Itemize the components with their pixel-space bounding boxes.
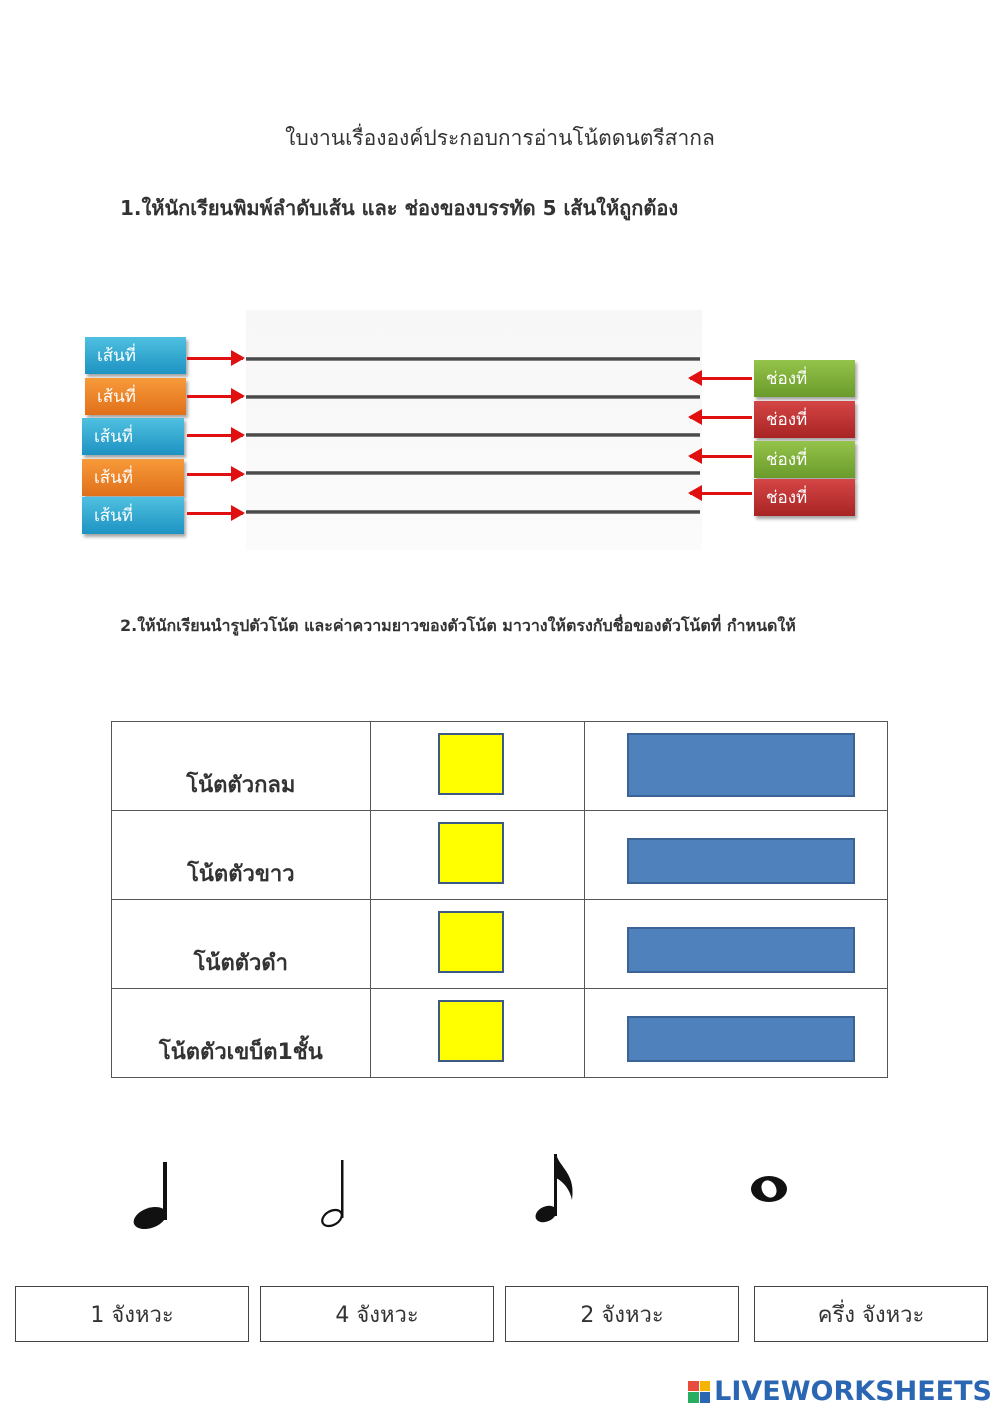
note-matching-table	[111, 721, 888, 1078]
arrow-right-icon	[187, 357, 243, 360]
line-label-5[interactable]: เส้นที่	[82, 497, 184, 534]
line-label-4[interactable]: เส้นที่	[82, 459, 184, 496]
note-symbol-slot[interactable]	[438, 911, 504, 973]
space-label-3[interactable]: ช่องที่	[754, 441, 855, 478]
space-label-2[interactable]: ช่องที่	[754, 401, 855, 438]
line-label-2[interactable]: เส้นที่	[85, 378, 186, 415]
eighth-note-icon[interactable]	[532, 1150, 578, 1228]
worksheet-title: ใบงานเรื่ององค์ประกอบการอ่านโน้ตดนตรีสากล	[285, 126, 715, 150]
arrow-right-icon	[187, 473, 243, 476]
table-row	[112, 811, 888, 900]
answer-choice-2[interactable]: 4 จังหวะ	[260, 1286, 494, 1342]
answer-choice-4[interactable]: ครึ่ง จังหวะ	[754, 1286, 988, 1342]
note-symbol-slot[interactable]	[438, 1000, 504, 1062]
whole-note-icon[interactable]	[748, 1172, 790, 1206]
note-value-slot[interactable]	[627, 1016, 855, 1062]
answer-choice-1[interactable]: 1 จังหวะ	[15, 1286, 249, 1342]
arrow-left-icon	[690, 416, 752, 419]
space-label-4[interactable]: ช่องที่	[754, 479, 855, 516]
brand-text: LIVEWORKSHEETS	[714, 1376, 992, 1407]
staff-line-2	[246, 395, 700, 399]
note-name: โน้ตตัวกลม	[186, 773, 296, 798]
space-label-1[interactable]: ช่องที่	[754, 360, 855, 397]
note-symbol-slot[interactable]	[438, 822, 504, 884]
staff-line-5	[246, 510, 700, 514]
table-row	[112, 722, 888, 811]
arrow-left-icon	[690, 455, 752, 458]
quarter-note-icon[interactable]	[125, 1158, 175, 1230]
line-label-1[interactable]: เส้นที่	[85, 337, 186, 374]
note-name: โน้ตตัวขาว	[187, 862, 295, 887]
question-2: 2.ให้นักเรียนนำรูปตัวโน้ต และค่าความยาวของตัวโน้ต มาวางให้ตรงกับชื่อของตัวโน้ตที่ กำหนดให้	[120, 616, 796, 635]
note-symbol-slot[interactable]	[438, 733, 504, 795]
staff-line-4	[246, 471, 700, 475]
staff-line-1	[246, 357, 700, 361]
note-value-slot[interactable]	[627, 838, 855, 884]
half-note-icon[interactable]	[316, 1158, 352, 1230]
staff-area	[246, 310, 702, 550]
arrow-right-icon	[187, 434, 243, 437]
table-row	[112, 989, 888, 1078]
brand-logo	[688, 1376, 992, 1407]
answer-choice-3[interactable]: 2 จังหวะ	[505, 1286, 739, 1342]
note-name: โน้ตตัวเขบ็ต1ชั้น	[158, 1040, 323, 1065]
arrow-left-icon	[690, 377, 752, 380]
note-value-slot[interactable]	[627, 927, 855, 973]
table-row	[112, 900, 888, 989]
question-1: 1.ให้นักเรียนพิมพ์ลำดับเส้น และ ช่องของบรรทัด 5 เส้นให้ถูกต้อง	[120, 196, 679, 220]
brand-icon	[688, 1381, 710, 1403]
arrow-left-icon	[690, 492, 752, 495]
note-name: โน้ตตัวดำ	[193, 951, 289, 976]
arrow-right-icon	[187, 512, 243, 515]
note-value-slot[interactable]	[627, 733, 855, 797]
arrow-right-icon	[187, 395, 243, 398]
staff-line-3	[246, 433, 700, 437]
line-label-3[interactable]: เส้นที่	[82, 418, 184, 455]
